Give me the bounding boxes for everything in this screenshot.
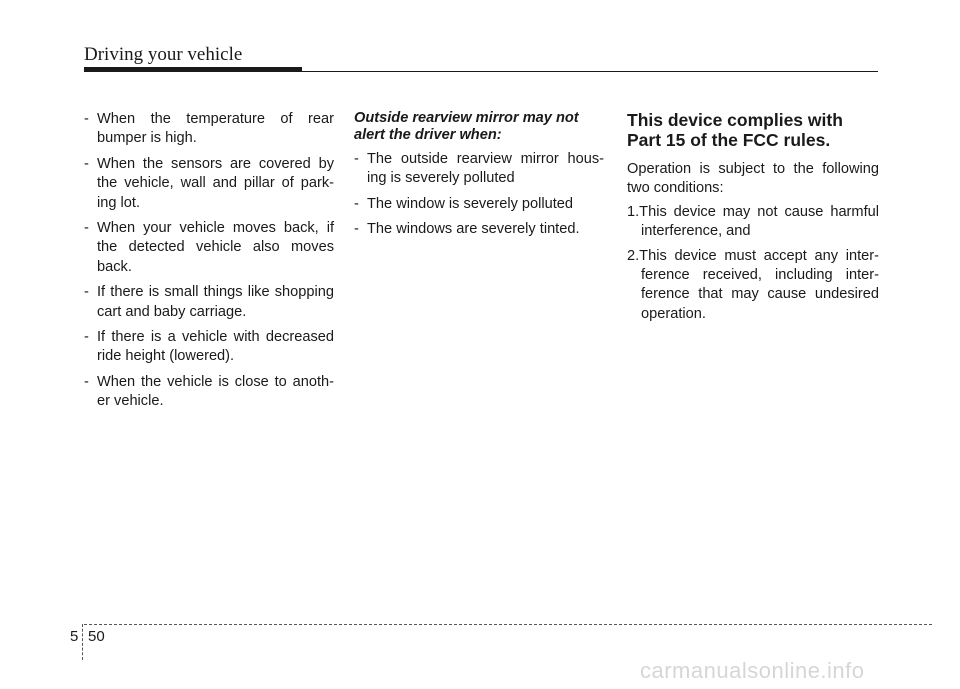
list-item: - When the temperature of rear bumper is high. bbox=[84, 111, 334, 147]
footer-divider bbox=[82, 624, 83, 660]
list-item: - If there is a vehicle with decreased ride height (lowered). bbox=[84, 329, 334, 365]
mirror-condition-list bbox=[354, 150, 604, 240]
fcc-condition-list bbox=[627, 203, 879, 324]
column-3 bbox=[627, 110, 879, 329]
condition-list bbox=[84, 110, 334, 412]
fcc-intro: Operation is subject to the following two conditions: bbox=[627, 161, 879, 197]
page-number: 50 bbox=[88, 628, 105, 645]
list-item: - The outside rearview mirror hous-ing is severely polluted bbox=[354, 151, 604, 187]
footer-rule bbox=[84, 624, 932, 625]
fcc-heading: This device complies with Part 15 of the FCC rules. bbox=[627, 110, 843, 150]
list-item: 1.This device may not cause harmful interference, and bbox=[627, 203, 879, 240]
header-rule-thin bbox=[300, 71, 878, 72]
list-item: - When the sensors are covered by the vehicle, wall and pillar of park-ing lot. bbox=[84, 155, 334, 211]
mirror-subheading: Outside rearview mirror may not alert the driver when: bbox=[354, 110, 579, 143]
header-rule-thick bbox=[84, 67, 302, 72]
chapter-number: 5 bbox=[70, 628, 79, 645]
column-1 bbox=[84, 110, 334, 418]
list-item: 2.This device must accept any inter-ference received, including inter-ference that may cause undesired operation. bbox=[627, 247, 879, 322]
page-header-title: Driving your vehicle bbox=[84, 44, 243, 65]
list-item: - The windows are severely tinted. bbox=[354, 221, 580, 238]
list-item: - When your vehicle moves back, if the detected vehicle also moves back. bbox=[84, 220, 334, 275]
list-item: - If there is small things like shopping cart and baby carriage. bbox=[84, 284, 334, 320]
column-2 bbox=[354, 110, 604, 246]
list-item: - The window is severely polluted bbox=[354, 195, 574, 212]
watermark-text: carmanualsonline.info bbox=[640, 658, 865, 683]
list-item: - When the vehicle is close to anoth-er vehicle. bbox=[84, 373, 334, 410]
